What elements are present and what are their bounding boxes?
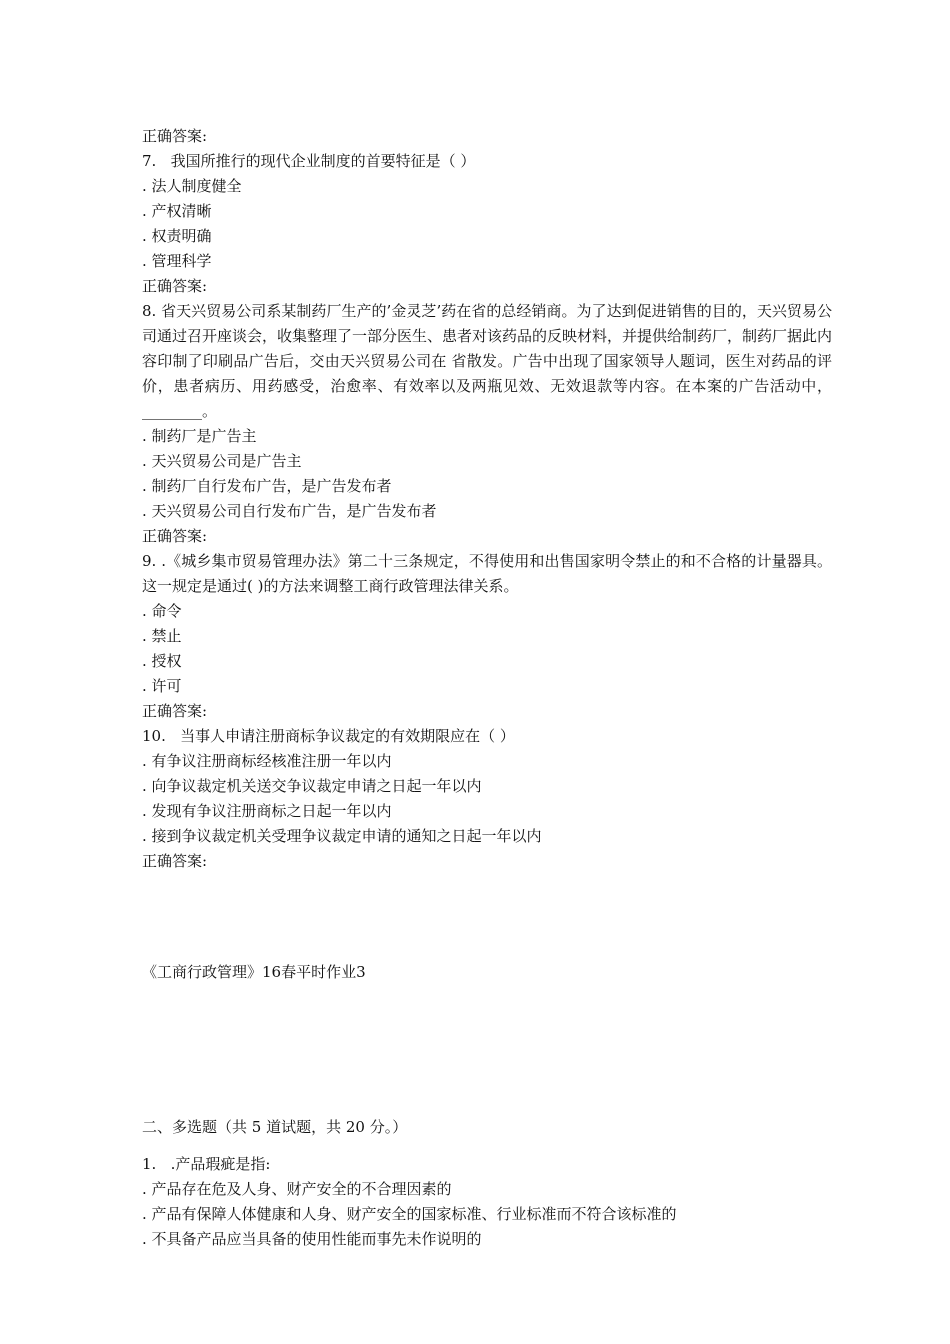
- multi-question-1-stem: 1. .产品瑕疵是指:: [142, 1155, 271, 1173]
- question-8-option-c: . 制药厂自行发布广告，是广告发布者: [142, 477, 392, 495]
- question-7-option-b: . 产权清晰: [142, 202, 212, 220]
- question-10-option-c: . 发现有争议注册商标之日起一年以内: [142, 802, 392, 820]
- question-8-stem: 8. 省天兴贸易公司系某制药厂生产的’金灵芝’药在省的总经销商。为了达到促进销售的目的，天兴贸易公司通过召开座谈会，收集整理了一部分医生、患者对该药品的反映材料，并提供给制药厂，制药厂据此内容印制了印刷品广告后，交由天兴贸易公司在 省散发。广告中出现了国家领导人题词，医生对药品的评价，患者病历、用药感受，治愈率、有效率以及两瓶见效、无效退款等内容。在本案的广告活动中，________。: [142, 302, 833, 420]
- question-9-stem: 9. .《城乡集市贸易管理办法》第二十三条规定，不得使用和出售国家明令禁止的和不合格的计量器具。这一规定是通过( )的方法来调整工商行政管理法律关系。: [142, 552, 832, 595]
- multi-question-1-option-c: . 不具备产品应当具备的使用性能而事先未作说明的: [142, 1230, 482, 1248]
- question-10-answer: 正确答案:: [142, 852, 208, 870]
- question-7-option-c: . 权责明确: [142, 227, 212, 245]
- question-7-option-d: . 管理科学: [142, 252, 212, 270]
- question-10-stem: 10. 当事人申请注册商标争议裁定的有效期限应在（ ）: [142, 727, 515, 745]
- multi-question-1-option-b: . 产品有保障人体健康和人身、财产安全的国家标准、行业标准而不符合该标准的: [142, 1205, 677, 1223]
- assignment-title: 《工商行政管理》16春平时作业3: [142, 963, 366, 981]
- question-8-answer: 正确答案:: [142, 527, 208, 545]
- question-10-option-d: . 接到争议裁定机关受理争议裁定申请的通知之日起一年以内: [142, 827, 542, 845]
- question-9-answer: 正确答案:: [142, 702, 208, 720]
- question-7-stem: 7. 我国所推行的现代企业制度的首要特征是（ ）: [142, 152, 476, 170]
- question-10-option-b: . 向争议裁定机关送交争议裁定申请之日起一年以内: [142, 777, 482, 795]
- question-9-option-c: . 授权: [142, 652, 182, 670]
- question-8-option-b: . 天兴贸易公司是广告主: [142, 452, 302, 470]
- question-7-option-a: . 法人制度健全: [142, 177, 242, 195]
- question-10-option-a: . 有争议注册商标经核准注册一年以内: [142, 752, 392, 770]
- document-page: [142, 124, 832, 1252]
- question-8-option-a: . 制药厂是广告主: [142, 427, 257, 445]
- question-9-option-d: . 许可: [142, 677, 182, 695]
- question-7-answer: 正确答案:: [142, 277, 208, 295]
- multi-question-1-option-a: . 产品存在危及人身、财产安全的不合理因素的: [142, 1180, 452, 1198]
- section-heading: 二、多选题（共 5 道试题，共 20 分。）: [142, 1118, 408, 1136]
- answer-label: 正确答案:: [142, 127, 208, 145]
- question-9-option-a: . 命令: [142, 602, 182, 620]
- question-9-option-b: . 禁止: [142, 627, 182, 645]
- question-8-option-d: . 天兴贸易公司自行发布广告，是广告发布者: [142, 502, 437, 520]
